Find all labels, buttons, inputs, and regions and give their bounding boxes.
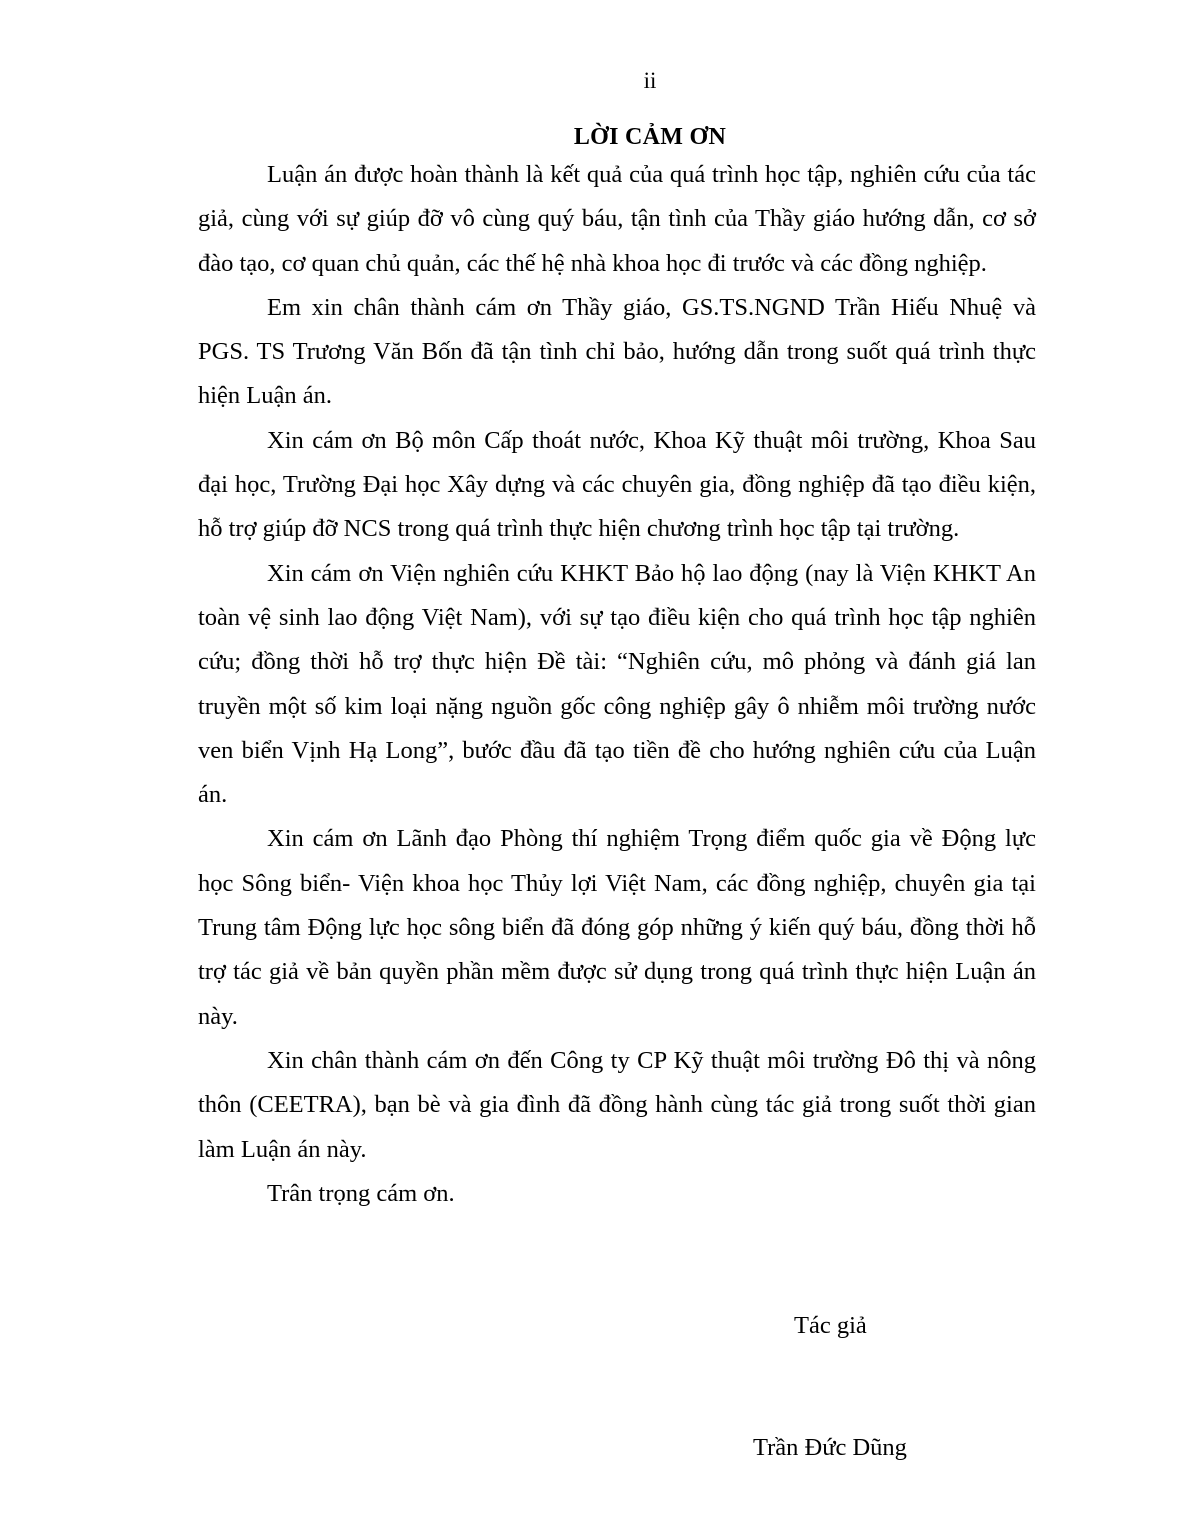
paragraph: Xin cám ơn Bộ môn Cấp thoát nước, Khoa Kỹ thuật môi trường, Khoa Sau đại học, Trường Đại học Xây dựng và các chuyên gia, đồng nghiệp đã tạo điều kiện, hỗ trợ giúp đỡ NCS trong quá trình thực hiện chương trình học tập tại trường.: [198, 426, 1036, 543]
acknowledgement-body: [198, 153, 1036, 1216]
page-title: LỜI CẢM ƠN: [573, 124, 727, 150]
paragraph: Luận án được hoàn thành là kết quả của quá trình học tập, nghiên cứu của tác giả, cùng với sự giúp đỡ vô cùng quý báu, tận tình của Thầy giáo hướng dẫn, cơ sở đào tạo, cơ quan chủ quản, các thế hệ nhà khoa học đi trước và các đồng nghiệp.: [198, 161, 1036, 277]
paragraph: Xin cám ơn Viện nghiên cứu KHKT Bảo hộ lao động (nay là Viện KHKT An toàn vệ sinh lao động Việt Nam), với sự tạo điều kiện cho quá trình học tập nghiên cứu; đồng thời hỗ trợ thực hiện Đề tài: “Nghiên cứu, mô phỏng và đánh giá lan truyền một số kim loại nặng nguồn gốc công nghiệp gây ô nhiễm môi trường nước ven biển Vịnh Hạ Long”, bước đầu đã tạo tiền đề cho hướng nghiên cứu của Luận án.: [198, 559, 1036, 809]
paragraph: Xin cám ơn Lãnh đạo Phòng thí nghiệm Trọng điểm quốc gia về Động lực học Sông biển- Viện khoa học Thủy lợi Việt Nam, các đồng nghiệp, chuyên gia tại Trung tâm Động lực học sông biển đã đóng góp những ý kiến quý báu, đồng thời hỗ trợ tác giả về bản quyền phần mềm được sử dụng trong quá trình thực hiện Luận án này.: [198, 825, 1036, 1030]
signature-role: Tác giả: [794, 1312, 867, 1339]
paragraph: Trân trọng cám ơn.: [267, 1179, 455, 1207]
page-number: ii: [643, 68, 657, 93]
paragraph: Xin chân thành cám ơn đến Công ty CP Kỹ thuật môi trường Đô thị và nông thôn (CEETRA), bạn bè và gia đình đã đồng hành cùng tác giả trong suốt thời gian làm Luận án này.: [198, 1046, 1036, 1163]
paragraph: Em xin chân thành cám ơn Thầy giáo, GS.TS.NGND Trần Hiếu Nhuệ và PGS. TS Trương Văn Bốn đã tận tình chỉ bảo, hướng dẫn trong suốt quá trình thực hiện Luận án.: [198, 293, 1036, 410]
signature-name: Trần Đức Dũng: [753, 1434, 907, 1461]
